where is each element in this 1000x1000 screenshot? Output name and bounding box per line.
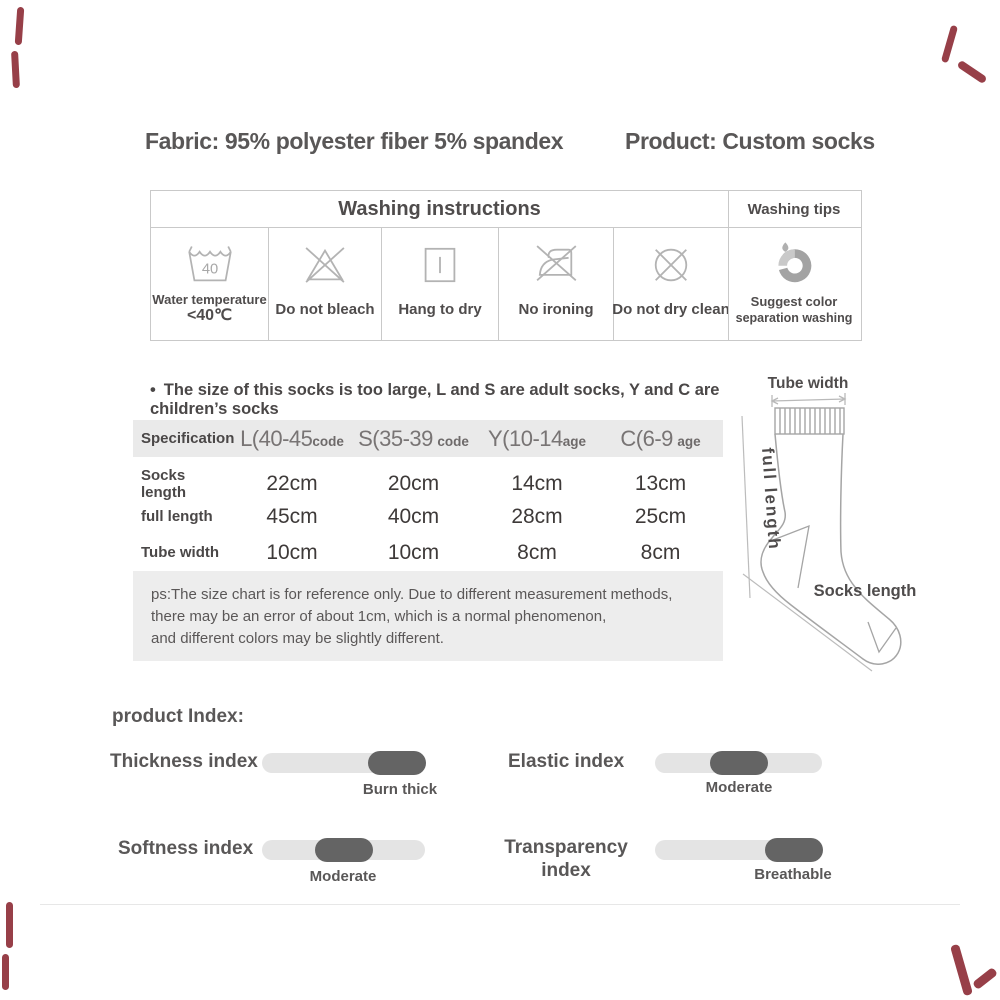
washing-cell-label: Water temperature bbox=[152, 292, 267, 307]
washing-cell-label: No ironing bbox=[518, 301, 594, 318]
thickness-index-slider-pill bbox=[368, 751, 426, 775]
washing-cell-label: Do not dry clean bbox=[612, 301, 730, 318]
washing-tips-title: Washing tips bbox=[728, 191, 859, 227]
corner-mark-decoration bbox=[11, 51, 20, 88]
ps-line: and different colors may be slightly different. bbox=[151, 630, 444, 647]
bottom-divider bbox=[40, 904, 960, 905]
size-table-body bbox=[133, 457, 723, 569]
do-not-dry-clean-icon bbox=[644, 238, 698, 292]
washing-cell-label: Do not bleach bbox=[275, 301, 375, 318]
washing-cell-do-not-dry-clean bbox=[613, 228, 728, 340]
color-separation-icon bbox=[768, 238, 820, 290]
size-column-L: L(40-45code bbox=[240, 425, 344, 451]
thickness-index-slider bbox=[262, 753, 425, 773]
sock-cuff bbox=[775, 408, 844, 434]
washing-cell-water-temperature bbox=[151, 228, 268, 340]
washing-cell-hang-to-dry bbox=[381, 228, 498, 340]
washing-instructions-title: Washing instructions bbox=[338, 197, 541, 220]
elastic-index-slider-pill bbox=[710, 751, 768, 775]
size-note-text: The size of this socks is too large, L and S are adult socks, Y and C are children’s socks bbox=[150, 381, 720, 418]
thickness-index-value: Burn thick bbox=[362, 781, 438, 798]
product-index-title: product Index: bbox=[112, 706, 244, 727]
size-column-C: C(6-9 age bbox=[620, 425, 701, 451]
size-table-header-row bbox=[133, 420, 723, 457]
size-note bbox=[150, 381, 790, 419]
tube-width-label: Tube width bbox=[767, 375, 849, 392]
washing-instructions-table bbox=[150, 190, 862, 341]
washing-cell-label: <40℃ bbox=[186, 307, 233, 324]
washing-cell-no-ironing bbox=[498, 228, 613, 340]
washing-table-header bbox=[151, 191, 861, 228]
size-specification-table bbox=[133, 420, 723, 569]
elastic-index-slider bbox=[655, 753, 822, 773]
tub-number-label: 40 bbox=[201, 261, 218, 278]
ps-line: there may be an error of about 1cm, which is a normal phenomenon, bbox=[151, 608, 607, 625]
washing-cell-color-separation bbox=[728, 228, 859, 340]
washing-cell-label: Hang to dry bbox=[398, 301, 482, 318]
socks-length-label: Socks length bbox=[813, 582, 917, 600]
transparency-index-label: Transparency index bbox=[504, 837, 628, 881]
corner-mark-decoration bbox=[6, 902, 13, 948]
bullet-icon: • bbox=[150, 381, 156, 399]
size-column-S: S(35-39 code bbox=[358, 425, 469, 451]
transparency-index-slider-pill bbox=[765, 838, 823, 862]
no-ironing-icon bbox=[529, 238, 583, 292]
washing-cell-label: Suggest color bbox=[750, 294, 838, 309]
table-row-tube-width: Tube width 10cm 10cm 8cm 8cm bbox=[141, 540, 681, 564]
transparency-index-slider bbox=[655, 840, 822, 860]
corner-mark-decoration bbox=[15, 7, 25, 45]
do-not-bleach-icon bbox=[298, 238, 352, 292]
softness-index-slider bbox=[262, 840, 425, 860]
corner-mark-decoration bbox=[950, 944, 973, 996]
softness-index-slider-pill bbox=[315, 838, 373, 862]
corner-mark-decoration bbox=[956, 60, 987, 85]
sock-toe-line bbox=[868, 622, 896, 652]
table-row-socks-length: Socks length 22cm 20cm 14cm 13cm bbox=[141, 467, 687, 501]
wash-tub-40-icon bbox=[184, 238, 236, 288]
ps-line: ps:The size chart is for reference only. Due to different measurement methods, bbox=[151, 586, 673, 603]
thickness-index-label: Thickness index bbox=[110, 751, 258, 772]
transparency-index-value: Breathable bbox=[754, 866, 832, 883]
ps-disclaimer-note bbox=[133, 571, 723, 661]
fabric-label: Fabric: 95% polyester fiber 5% spandex bbox=[145, 128, 564, 154]
sock-measurement-diagram bbox=[728, 372, 972, 674]
full-length-label: full length bbox=[758, 446, 785, 552]
full-length-measure-line bbox=[742, 416, 750, 598]
corner-mark-decoration bbox=[972, 967, 998, 990]
hang-to-dry-icon bbox=[413, 238, 467, 292]
product-label: Product: Custom socks bbox=[625, 128, 875, 154]
table-row-full-length: full length 45cm 40cm 28cm 25cm bbox=[141, 504, 687, 528]
washing-cell-label: separation washing bbox=[735, 311, 853, 325]
washing-table-body bbox=[151, 228, 861, 340]
specification-header: Specification bbox=[141, 430, 235, 447]
elastic-index-value: Moderate bbox=[705, 779, 773, 796]
softness-index-label: Softness index bbox=[118, 838, 254, 859]
softness-index-value: Moderate bbox=[309, 868, 377, 885]
corner-mark-decoration bbox=[941, 25, 958, 63]
washing-cell-do-not-bleach bbox=[268, 228, 381, 340]
corner-mark-decoration bbox=[2, 954, 9, 990]
elastic-index-label: Elastic index bbox=[508, 751, 625, 772]
tube-width-measure-line bbox=[772, 393, 845, 407]
size-column-Y: Y(10-14age bbox=[487, 425, 587, 451]
